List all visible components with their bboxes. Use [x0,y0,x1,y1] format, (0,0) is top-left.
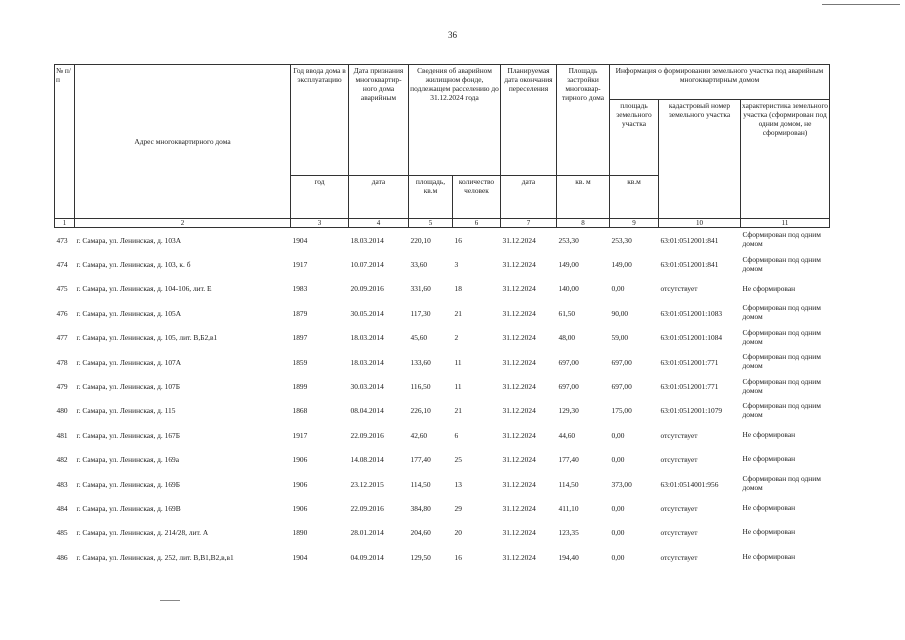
header-planned-end: Планируемая дата окончания переселения [501,65,557,176]
row-cadastral: 63:01:0514001:956 [660,479,719,489]
table-row [55,350,830,374]
header-land-area: площадь земельного участка [610,100,659,176]
row-built-area: 48,00 [558,333,576,343]
row-land-area: 697,00 [611,357,632,367]
row-address: г. Самара, ул. Ленинская, д. 169В [76,503,181,513]
row-year: 1983 [292,284,308,294]
row-planned-end: 31.12.2024 [502,552,536,562]
row-recognition-date: 20.09.2016 [350,284,384,294]
row-built-area: 253,30 [558,235,579,245]
row-number: 486 [56,552,68,562]
row-planned-end: 31.12.2024 [502,503,536,513]
row-number: 477 [56,333,68,343]
row-area: 116,50 [410,382,431,392]
row-year: 1917 [292,260,308,270]
column-number: 11 [741,219,830,228]
row-area: 133,60 [410,357,431,367]
scan-mark [160,600,180,601]
row-people: 2 [454,333,459,343]
row-people: 25 [454,455,462,465]
row-land-area: 697,00 [611,382,632,392]
row-number: 474 [56,260,68,270]
row-characteristic: Не сформирован [742,454,796,464]
column-number: 2 [75,219,291,228]
row-cadastral: отсутствует [660,455,698,465]
row-address: г. Самара, ул. Ленинская, д. 103А [76,235,182,245]
row-address: г. Самара, ул. Ленинская, д. 105, лит. В,Б2,в1 [76,333,218,343]
row-built-area: 411,10 [558,503,579,513]
row-recognition-date: 10.07.2014 [350,260,384,270]
row-land-area: 175,00 [611,406,632,416]
row-built-area: 140,00 [558,284,579,294]
row-number: 476 [56,308,68,318]
row-people: 16 [454,235,462,245]
table-row [55,252,830,276]
row-cadastral: отсутствует [660,528,698,538]
row-people: 29 [454,503,462,513]
row-people: 13 [454,479,462,489]
row-area: 33,60 [410,260,428,270]
row-address: г. Самара, ул. Ленинская, д. 169Б [76,479,180,489]
row-land-area: 0,00 [611,503,625,513]
row-number: 481 [56,430,68,440]
row-area: 331,60 [410,284,431,294]
header-cadastral: кадастровый номер земельного участка [659,100,741,219]
row-planned-end: 31.12.2024 [502,284,536,294]
row-address: г. Самара, ул. Ленинская, д. 169а [76,455,179,465]
row-year: 1904 [292,552,308,562]
row-planned-end: 31.12.2024 [502,406,536,416]
row-cadastral: 63:01:0512001:771 [660,357,719,367]
row-built-area: 149,00 [558,260,579,270]
row-address: г. Самара, ул. Ленинская, д. 104-106, лит. Е [76,284,212,294]
row-land-area: 90,00 [611,308,629,318]
table-row [55,545,830,569]
header-unit-sqm2: кв.м [610,176,659,219]
row-recognition-date: 22.09.2016 [350,503,384,513]
row-area: 129,50 [410,552,431,562]
row-area: 226,10 [410,406,431,416]
row-people: 18 [454,284,462,294]
row-number: 478 [56,357,68,367]
row-year: 1897 [292,333,308,343]
row-people: 21 [454,308,462,318]
row-cadastral: 63:01:0512001:1083 [660,308,723,318]
header-land-info: Информация о формировании земельного участка под аварийным многоквартирным домом [610,65,830,100]
row-number: 473 [56,235,68,245]
column-number-row [55,219,830,228]
row-characteristic: Не сформирован [742,551,796,561]
table-header [55,65,830,228]
row-characteristic: Не сформирован [742,429,796,439]
table-row [55,301,830,325]
row-number: 479 [56,382,68,392]
corner-line [822,4,900,5]
row-recognition-date: 18.03.2014 [350,357,384,367]
row-recognition-date: 28.01.2014 [350,528,384,538]
row-planned-end: 31.12.2024 [502,260,536,270]
table-row [55,472,830,496]
row-characteristic: Сформирован под одним домом [742,474,821,493]
row-recognition-date: 23.12.2015 [350,479,384,489]
row-characteristic: Сформирован под одним домом [742,254,821,273]
row-people: 6 [454,430,459,440]
row-address: г. Самара, ул. Ленинская, д. 107А [76,357,182,367]
row-area: 114,50 [410,479,431,489]
column-number: 8 [557,219,610,228]
row-planned-end: 31.12.2024 [502,235,536,245]
table-row [55,399,830,423]
row-characteristic: Не сформирован [742,527,796,537]
row-area: 384,80 [410,503,431,513]
row-land-area: 0,00 [611,552,625,562]
row-people: 21 [454,406,462,416]
row-address: г. Самара, ул. Ленинская, д. 167Б [76,430,180,440]
header-year-in-service: Год ввода дома в эксплуатацию [291,65,349,176]
row-recognition-date: 04.09.2014 [350,552,384,562]
row-characteristic: Сформирован под одним домом [742,401,821,419]
header-unit-people: количество человек [453,176,501,219]
row-planned-end: 31.12.2024 [502,455,536,465]
table-row [55,228,830,253]
row-planned-end: 31.12.2024 [502,479,536,489]
header-unit-date: дата [349,176,409,219]
column-number: 9 [610,219,659,228]
row-land-area: 253,30 [611,235,632,245]
row-built-area: 697,00 [558,382,579,392]
row-year: 1868 [292,406,308,416]
row-characteristic: Сформирован под одним домом [742,303,821,322]
row-characteristic: Сформирован под одним домом [742,230,821,249]
row-address: г. Самара, ул. Ленинская, д. 252, лит. В,В1,В2,в,в1 [76,552,234,562]
column-number: 1 [55,219,75,228]
row-year: 1904 [292,235,308,245]
table-row [55,521,830,545]
row-cadastral: отсутствует [660,552,698,562]
table-row [55,374,830,398]
row-number: 484 [56,503,68,513]
row-address: г. Самара, ул. Ленинская, д. 214/28, лит. А [76,528,209,538]
row-people: 3 [454,260,459,270]
row-area: 117,30 [410,308,431,318]
row-built-area: 114,50 [558,479,579,489]
row-area: 42,60 [410,430,428,440]
row-planned-end: 31.12.2024 [502,357,536,367]
row-recognition-date: 14.08.2014 [350,455,384,465]
row-land-area: 0,00 [611,528,625,538]
row-built-area: 44,60 [558,430,576,440]
table-row [55,326,830,350]
row-number: 483 [56,479,68,489]
row-year: 1917 [292,430,308,440]
row-characteristic: Сформирован под одним домом [742,327,821,346]
row-recognition-date: 08.04.2014 [350,406,384,416]
table-row [55,496,830,520]
row-planned-end: 31.12.2024 [502,430,536,440]
row-land-area: 0,00 [611,455,625,465]
header-address: Адрес многоквартирного дома [75,65,291,219]
row-year: 1906 [292,455,308,465]
header-recognition-date: Дата признания многоквартир-ного дома аварийным [349,65,409,176]
row-year: 1906 [292,479,308,489]
header-emergency-info: Сведения об аварийном жилищном фонде, подлежащем расселению до 31.12.2024 года [409,65,501,176]
header-unit-area: площадь, кв.м [409,176,453,219]
row-people: 16 [454,552,462,562]
header-built-area: Площадь застройки многоквар-тирного дома [557,65,610,176]
row-land-area: 149,00 [611,260,632,270]
housing-register-table [54,64,830,569]
row-number: 482 [56,455,68,465]
row-area: 220,10 [410,235,431,245]
row-built-area: 697,00 [558,357,579,367]
row-recognition-date: 22.09.2016 [350,430,384,440]
row-recognition-date: 18.03.2014 [350,333,384,343]
row-recognition-date: 30.05.2014 [350,308,384,318]
page-number: 36 [448,30,457,40]
row-land-area: 373,00 [611,479,632,489]
table-row [55,423,830,447]
header-num: № п/п [55,65,75,219]
row-address: г. Самара, ул. Ленинская, д. 103, к. б [76,260,191,270]
row-land-area: 0,00 [611,284,625,294]
row-planned-end: 31.12.2024 [502,308,536,318]
column-number: 5 [409,219,453,228]
row-land-area: 59,00 [611,333,629,343]
row-area: 177,40 [410,455,431,465]
row-characteristic: Сформирован под одним домом [742,352,821,371]
row-address: г. Самара, ул. Ленинская, д. 115 [76,406,176,416]
row-planned-end: 31.12.2024 [502,333,536,343]
row-year: 1859 [292,357,308,367]
row-cadastral: 63:01:0512001:841 [660,260,719,270]
row-characteristic: Не сформирован [742,283,796,293]
row-year: 1890 [292,528,308,538]
column-number: 6 [453,219,501,228]
header-unit-year: год [291,176,349,219]
row-cadastral: отсутствует [660,503,698,513]
column-number: 10 [659,219,741,228]
row-number: 485 [56,528,68,538]
header-unit-sqm: кв. м [557,176,610,219]
row-recognition-date: 18.03.2014 [350,235,384,245]
row-cadastral: 63:01:0512001:1084 [660,333,723,343]
row-cadastral: отсутствует [660,284,698,294]
row-built-area: 123,35 [558,528,579,538]
row-address: г. Самара, ул. Ленинская, д. 107Б [76,382,180,392]
header-unit-date2: дата [501,176,557,219]
row-number: 475 [56,284,68,294]
row-land-area: 0,00 [611,430,625,440]
row-characteristic: Не сформирован [742,503,796,513]
row-built-area: 194,40 [558,552,579,562]
row-year: 1899 [292,382,308,392]
row-people: 20 [454,528,462,538]
table-row [55,277,830,301]
row-built-area: 61,50 [558,308,576,318]
column-number: 3 [291,219,349,228]
table-row [55,448,830,472]
column-number: 4 [349,219,409,228]
row-address: г. Самара, ул. Ленинская, д. 105А [76,308,182,318]
row-recognition-date: 30.03.2014 [350,382,384,392]
row-area: 45,60 [410,333,428,343]
row-built-area: 129,30 [558,406,579,416]
row-area: 204,60 [410,528,431,538]
row-cadastral: 63:01:0512001:1079 [660,406,723,416]
row-planned-end: 31.12.2024 [502,382,536,392]
row-year: 1879 [292,308,308,318]
row-cadastral: отсутствует [660,430,698,440]
row-people: 11 [454,357,462,367]
row-planned-end: 31.12.2024 [502,528,536,538]
header-characteristic: характеристика земельного участка (сформирован под одним домом, не сформирован) [741,100,830,219]
row-cadastral: 63:01:0512001:841 [660,235,719,245]
row-built-area: 177,40 [558,455,579,465]
row-year: 1906 [292,503,308,513]
row-cadastral: 63:01:0512001:771 [660,382,719,392]
table-body [55,228,830,570]
column-number: 7 [501,219,557,228]
row-characteristic: Сформирован под одним домом [742,376,821,395]
row-people: 11 [454,382,462,392]
row-number: 480 [56,406,68,416]
